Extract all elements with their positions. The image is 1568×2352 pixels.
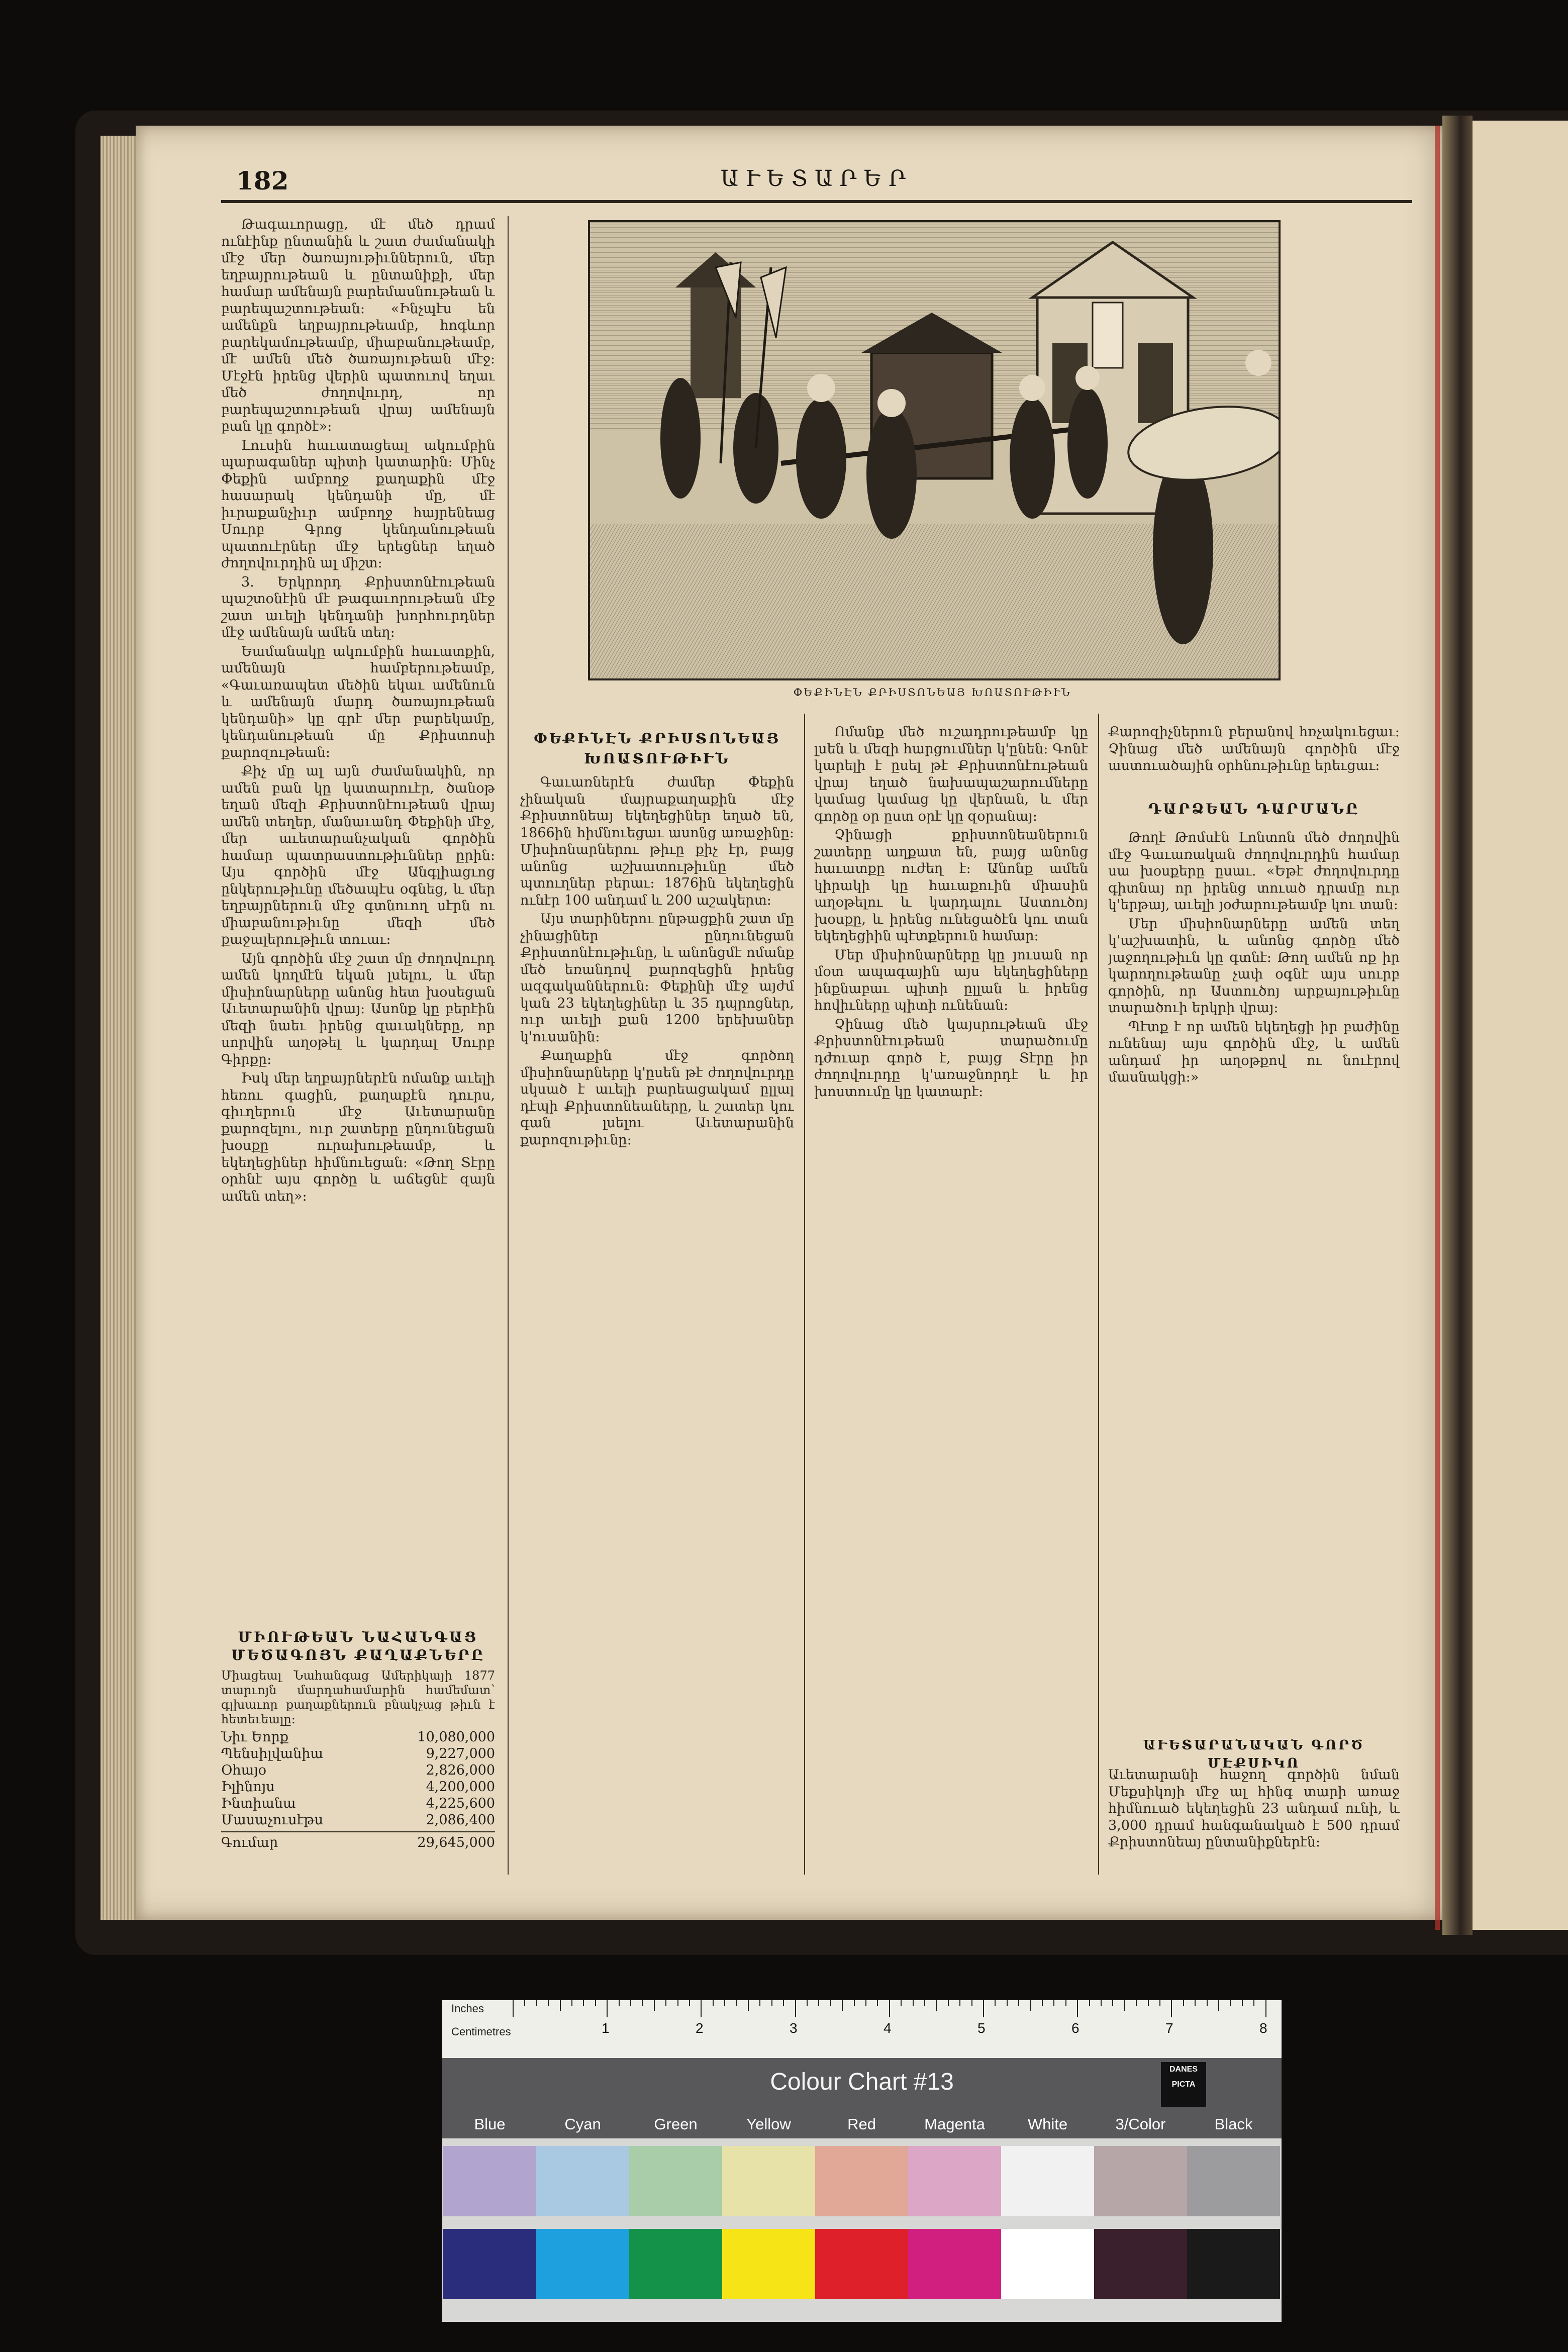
colour-swatch: [1001, 2229, 1094, 2299]
ruler-tick: [724, 2000, 725, 2006]
table-row: [221, 1745, 495, 1762]
ruler-tick: [595, 2000, 596, 2006]
paragraph: Եամանակը ակումբին հաւատքին, ամենայն համբերութեամբ, «Գաւառապետ մեծին եկաւ ամենուն և ամենայն մարդ ծառայութեան կենդանի» կը գրէ մեր բարեկամը, կենդանութեան մը Քրիստոսի քարոզութեան:: [221, 643, 495, 760]
colour-swatch: [908, 2146, 1001, 2216]
ruler-tick: [936, 2000, 937, 2011]
book-gutter: [1442, 116, 1473, 1935]
city-name: Պենսիլվանիա: [221, 1746, 324, 1761]
colour-swatch: [1094, 2146, 1187, 2216]
ruler-tick: [1242, 2000, 1243, 2006]
ruler-number: 7: [1165, 2020, 1173, 2036]
table-total-row: [221, 1831, 495, 1851]
ruler-tick: [807, 2000, 808, 2006]
ruler-tick: [1007, 2000, 1008, 2006]
ruler-tick: [560, 2000, 561, 2011]
ruler-inches-label: Inches: [451, 2002, 484, 2015]
ruler-tick: [583, 2000, 584, 2006]
ruler-tick: [1218, 2000, 1219, 2011]
column-divider: [508, 216, 509, 1875]
colour-swatch: [722, 2229, 815, 2299]
ruler-tick: [795, 2000, 796, 2017]
ruler-number: 2: [696, 2020, 704, 2036]
ruler: [442, 2000, 1282, 2059]
ruler-tick: [901, 2000, 902, 2006]
page-number: 182: [236, 166, 289, 195]
ruler-tick: [1077, 2000, 1078, 2017]
ruler-tick: [889, 2000, 890, 2017]
table-row: [221, 1779, 495, 1795]
ruler-tick: [665, 2000, 666, 2006]
ruler-tick: [971, 2000, 972, 2006]
ruler-tick: [642, 2000, 643, 2006]
population-value: 2,086,400: [426, 1812, 495, 1828]
ruler-tick: [630, 2000, 631, 2006]
ruler-tick: [513, 2000, 514, 2017]
column-4: [1108, 829, 1400, 1724]
ruler-tick: [1230, 2000, 1231, 2006]
column-1-stats-intro: Միացեալ Նահանգաց Ամերիկայի 1877 տարւոյն մարդահամարին համեմատ՝ գլխաւոր քաղաքներուն բնակչաց թիւն է հետեւեալը:: [221, 1669, 495, 1726]
ruler-tick: [677, 2000, 678, 2006]
swatch-name: Magenta: [924, 2115, 985, 2133]
ruler-tick: [1018, 2000, 1019, 2006]
swatch-name: Cyan: [564, 2115, 601, 2133]
ruler-tick: [865, 2000, 866, 2006]
chart-title-band: [442, 2058, 1282, 2113]
paragraph: Մեր միսիոնարները կը յուսան որ մօտ ապագային այս եկեղեցիները ինքնաբաւ պիտի ըլլան և իրենց հովիւները պիտի ունենան:: [814, 947, 1088, 1013]
ruler-number: 4: [884, 2020, 892, 2036]
ruler-tick: [759, 2000, 760, 2006]
ruler-tick: [1195, 2000, 1196, 2006]
population-value: 9,227,000: [426, 1746, 495, 1761]
paragraph: Այն գործին մէջ շատ մը ժողովուրդ ամեն կողմէն եկան լսելու, և մեր միսիոնարները անոնց հետ խօսեցան Աւետարանին վրայ: Ասոնք կը բերէին մեզի նաեւ իրենց զաւակները, որ սորվին աղօթել և կարդալ Սուրբ Գիրքը:: [221, 950, 495, 1067]
ruler-tick: [689, 2000, 690, 2006]
colour-swatch: [722, 2146, 815, 2216]
ruler-tick: [1183, 2000, 1184, 2006]
city-name: Իլինոյս: [221, 1779, 275, 1795]
population-value: 4,200,000: [426, 1779, 495, 1795]
ruler-tick: [571, 2000, 572, 2006]
engraving-illustration: [588, 220, 1281, 680]
column-2-heading: ՓԵՔԻՆԷՆ ՔՐԻՍՏՈՆԵԱՅ ԽՈԱՏՈՒԹԻՒՆ: [534, 730, 780, 767]
ruler-tick: [1124, 2000, 1125, 2011]
ruler-tick: [924, 2000, 925, 2006]
total-label: Գումար: [221, 1835, 278, 1850]
colour-swatch: [443, 2146, 536, 2216]
ruler-tick: [1136, 2000, 1137, 2006]
city-name: Օհայօ: [221, 1762, 267, 1778]
ruler-tick: [854, 2000, 855, 2006]
column-4-heading: ԴԱՐՁԵԱՆ ԴԱՐՄԱՆԸ: [1148, 801, 1360, 817]
paragraph: Պէտք է որ ամեն եկեղեցի իր բաժինը ունենայ այս գործին մէջ, և ամեն անդամ իր աղօթքով ու նուէրով մասնակցի:»: [1108, 1019, 1400, 1085]
city-name: Ինտիանա: [221, 1796, 296, 1811]
table-row: [221, 1762, 495, 1779]
colour-chart: [442, 2000, 1282, 2322]
ruler-tick: [536, 2000, 537, 2006]
page-edges: [101, 136, 141, 1920]
column-3: [814, 724, 1088, 1854]
ruler-tick: [748, 2000, 749, 2011]
column-4-bottom: Աւետարանի հաջող գործին նման Մեքսիկոյի մէջ ալ հինգ տարի առաջ հիմնուած եկեղեցին 23 անդամ ունի, և 3,000 դրամ հանգանակած է 500 դրամ Քրիստոնեայ ընտանիքներէն:: [1108, 1767, 1400, 1850]
illustration-caption: ՓԵՔԻՆԷՆ ՔՐԻՍՏՈՆԵԱՅ ԽՈԱՏՈՒԹԻՒՆ: [793, 687, 1071, 699]
ruler-number: 1: [602, 2020, 610, 2036]
ruler-tick: [1089, 2000, 1090, 2006]
column-divider: [1098, 714, 1099, 1875]
ruler-centimetres-label: Centimetres: [451, 2025, 511, 2038]
danes-picta-logo: DANES PICTA: [1161, 2062, 1206, 2107]
running-head: [221, 166, 1412, 196]
paragraph: Քիչ մը ալ այն ժամանակին, որ ամեն բան կը կատարուէր, ծանօթ եղան մեզի Քրիստոնէութեան վրայ ամեն տեղեր, մանաւանդ Փեքինի մէջ, մեր աւետարանչական գործին համար պատրաստութիւններ ըրին: Այս գործին մէջ Անգլիացւոց ընկերութիւնը մեծապէս օգնեց, և մեր եղբայրներուն մէջ գտնուող սէրն ու միաբանութիւնը մեզի մեծ քաջալերութիւն տուաւ:: [221, 763, 495, 947]
ruler-tick: [1148, 2000, 1149, 2006]
population-value: 10,080,000: [417, 1729, 495, 1745]
colour-swatch: [443, 2229, 536, 2299]
ruler-tick: [1101, 2000, 1102, 2006]
ruler-tick: [1207, 2000, 1208, 2006]
ruler-tick: [1042, 2000, 1043, 2006]
ruler-tick: [619, 2000, 620, 2006]
ruler-tick: [771, 2000, 772, 2006]
paragraph: Քաղաքին մէջ գործող միսիոնարները կ'ըսեն թէ ժողովուրդը սկսած է աւելի բարեացակամ ըլլալ դէպի Քրիստոնեաները, և շատեր կու գան լսելու Աւետարանին քարոզութիւնը:: [520, 1048, 794, 1148]
colour-swatch: [629, 2146, 722, 2216]
ruler-tick: [1065, 2000, 1066, 2006]
colour-swatch: [908, 2229, 1001, 2299]
ruler-tick: [1030, 2000, 1031, 2011]
ruler-tick: [1171, 2000, 1172, 2017]
ruler-tick: [842, 2000, 843, 2011]
population-value: 4,225,600: [426, 1796, 495, 1811]
ruler-tick: [654, 2000, 655, 2011]
paragraph: Գաւառներէն ժամեր Փեքին չինական մայրաքաղաքին մէջ Քրիստոնեայ եկեղեցիներ եղած են, 1866ին հիմնուեցաւ ասոնց առաջինը: Միսիոնարներու թիւը քիչ էր, բայց անոնց աշխատութիւնը մեծ պտուղներ բերաւ: 1876ին եկեղեցին ունէր 100 անդամ և 200 աշակերտ:: [520, 774, 794, 908]
table-row: [221, 1795, 495, 1812]
colour-swatch: [1187, 2146, 1280, 2216]
colour-swatch: [536, 2229, 629, 2299]
colour-swatch: [815, 2146, 908, 2216]
ruler-tick: [701, 2000, 702, 2017]
paragraph: Թագաւորացը, մէ մեծ դրամ ունէինք ընտանին և շատ ժամանակի մէջ մեր ծառայութիւններուն, մեր եղբայրութեան և ընտանիքի, մեր համար ամենայն բարեմասնութեան և բարեպաշտութեան: «Ինչպէս են ամենքն եղբայրութեամբ, հոգևոր բարեկամութեամբ, միաբանութեամբ, մէ ամեն մեծ ծառայութեան մէջ: Մէջէն իրենց վերին պատուով եղաւ մեծ ժողովուրդ, որ բարեպաշտութեան վրայ ամենայն բան կը գործէ»:: [221, 217, 495, 434]
ruler-tick: [913, 2000, 914, 2006]
ruler-tick: [524, 2000, 525, 2006]
population-value: 2,826,000: [426, 1762, 495, 1778]
ruler-tick: [983, 2000, 984, 2017]
ruler-tick: [1053, 2000, 1054, 2006]
ruler-tick: [1159, 2000, 1160, 2006]
ruler-tick: [877, 2000, 878, 2006]
city-name: Մասաչուսէթս: [221, 1812, 324, 1828]
ruler-number: 5: [977, 2020, 986, 2036]
column-4-second-heading: ԱՒԵՏԱՐԱՆԱԿԱՆ ԳՈՐԾ ՄԷՔՍԻԿՈ: [1143, 1738, 1365, 1771]
colour-swatch: [1094, 2229, 1187, 2299]
ruler-tick: [995, 2000, 996, 2006]
swatch-name: Yellow: [746, 2115, 791, 2133]
swatch-name: Red: [847, 2115, 876, 2133]
column-divider: [804, 714, 805, 1875]
colour-swatch: [536, 2146, 629, 2216]
table-row: [221, 1729, 495, 1745]
header-rule: [221, 200, 1412, 203]
ruler-number: 6: [1071, 2020, 1080, 2036]
binding-thread: [1435, 126, 1440, 1930]
swatch-name: White: [1027, 2115, 1068, 2133]
swatch-name: Blue: [474, 2115, 506, 2133]
total-value: 29,645,000: [417, 1835, 495, 1850]
colour-swatch: [1001, 2146, 1094, 2216]
swatch-names-band: [442, 2113, 1282, 2138]
paragraph: Չինաց մեծ կայսրութեան մէջ Քրիստոնէութեան տարածումը դժուար գործ է, բայց Տէրը իր ժողովուրդը կ'առաջնորդէ և իր խոստումը կը կատարէ:: [814, 1016, 1088, 1100]
paragraph: 3. Երկրորդ Քրիստոնէութեան պաշտօնէին մէ թագաւորութեան մէջ շատ աւելի կենդանի խորհուրդներ մէջ ամենայն ամեն տեղ:: [221, 574, 495, 640]
ruler-tick: [1265, 2000, 1266, 2017]
ruler-tick: [548, 2000, 549, 2006]
ruler-tick: [948, 2000, 949, 2006]
ruler-number: 8: [1259, 2020, 1267, 2036]
paragraph: Մեր միսիոնարները ամեն տեղ կ'աշխատին, և անոնց գործը մեծ յաջողութիւն կը գտնէ: Թող ամեն ոք իր կարողութեանը չափ օգնէ այս սուրբ գործին, որ Աստուծոյ արքայութիւնը տարածուի երկրի վրայ:: [1108, 916, 1400, 1016]
paragraph: Թողէ Թոմսէն Լոնտոն մեծ ժողովին մէջ Գաւառական ժողովուրդին համար սա խօսքերը ըսաւ. «Եթէ ժողովուրդը գիտնայ որ իրենց տուած դրամը ուր կ'երթայ, աւելի յօժարութեամբ կու տան:: [1108, 830, 1400, 913]
colour-swatch: [1187, 2229, 1280, 2299]
table-row: [221, 1812, 495, 1828]
ruler-tick: [607, 2000, 608, 2017]
ruler-tick: [1253, 2000, 1254, 2006]
colour-swatch: [815, 2229, 908, 2299]
paragraph: Ոմանք մեծ ուշադրութեամբ կը լսեն և մեզի հարցումներ կ'ընեն: Գոնէ կարելի է ըսել թէ Քրիստոնէութեան վրայ եղած նախապաշարումները կամաց կամաց կը վերնան, և մեր գործը օր ըստ օրէ կը զօրանայ:: [814, 724, 1088, 824]
ruler-tick: [830, 2000, 831, 2006]
ruler-tick: [783, 2000, 784, 2006]
column-1: [221, 216, 495, 1613]
swatch-name: Black: [1214, 2115, 1253, 2133]
population-table: [221, 1729, 495, 1851]
paragraph: Լուսին հաւատացեալ ակումբին պարագաներ պիտի կատարին: Մինչ Փեքին ամբողջ քաղաքին մէջ հասարակ կենդանի մը, մէ իւրաքանչիւր ամբողջ հայրենեաց Սուրբ Գրոց կենդանութեան պատուէրներ մէջ երեցներ եղած ժողովուրդին ալ միշտ:: [221, 437, 495, 571]
paragraph: Իսկ մեր եղբայրներէն ոմանք աւելի հեռու գացին, քաղաքէն դուրս, գիւղերուն մէջ Աւետարանը քարոզելու, ուր շատերը ընդունեցան խօսքը ուրախութեամբ, և եկեղեցիներ հիմնուեցան: «Թող Տէրը օրհնէ այս գործը և աճեցնէ զայն ամեն տեղ»:: [221, 1070, 495, 1204]
running-title: ԱՒԵՏԱՐԵՐ: [720, 166, 913, 191]
city-name: Նիւ Եորք: [221, 1729, 289, 1745]
swatch-name: Green: [654, 2115, 698, 2133]
paragraph: Այս տարիներու ընթացքին շատ մը չինացիներ ընդունեցան Քրիստոնէութիւնը, և անոնցմէ ոմանք մեծ եռանդով քարոզեցին իրենց ազգականներուն: Փեքինի մէջ այժմ կան 23 եկեղեցիներ և 35 դպրոցներ, ուր աւելի քան 1200 երեխաներ կ'ուսանին:: [520, 911, 794, 1045]
column-2: [520, 774, 794, 1849]
ruler-tick: [959, 2000, 960, 2006]
ruler-tick: [736, 2000, 737, 2006]
chart-title: Colour Chart #13: [770, 2069, 954, 2095]
paragraph: Չինացի քրիստոնեաներուն շատերը աղքատ են, բայց անոնց հաւատքը ուժեղ է: Անոնք ամեն կիրակի կը հաւաքուին միասին աղօթելու և կարդալու Աստուծոյ խօսքը, և իրենց ունեցածէն կու տան եկեղեցիին պէտքերուն համար:: [814, 827, 1088, 944]
procession-engraving: [590, 222, 1279, 678]
ruler-number: 3: [790, 2020, 798, 2036]
ruler-tick: [1112, 2000, 1113, 2006]
right-page-edge: [1473, 121, 1568, 1930]
colour-swatch: [629, 2229, 722, 2299]
swatch-name: 3/Color: [1115, 2115, 1166, 2133]
ruler-tick: [713, 2000, 714, 2006]
column-4-intro: Քարոզիչներուն բերանով հռչակուեցաւ: Չինաց մեծ ամենայն գործին մէջ աստուածային օրհնութիւնը երեւցաւ:: [1108, 724, 1400, 773]
ruler-tick: [818, 2000, 819, 2006]
column-1-heading: ՄԻՈՒԹԵԱՆ ՆԱՀԱՆԳԱՑ ՄԵԾԱԳՈՅՆ ՔԱՂԱՔՆԵՐԸ: [231, 1629, 485, 1663]
